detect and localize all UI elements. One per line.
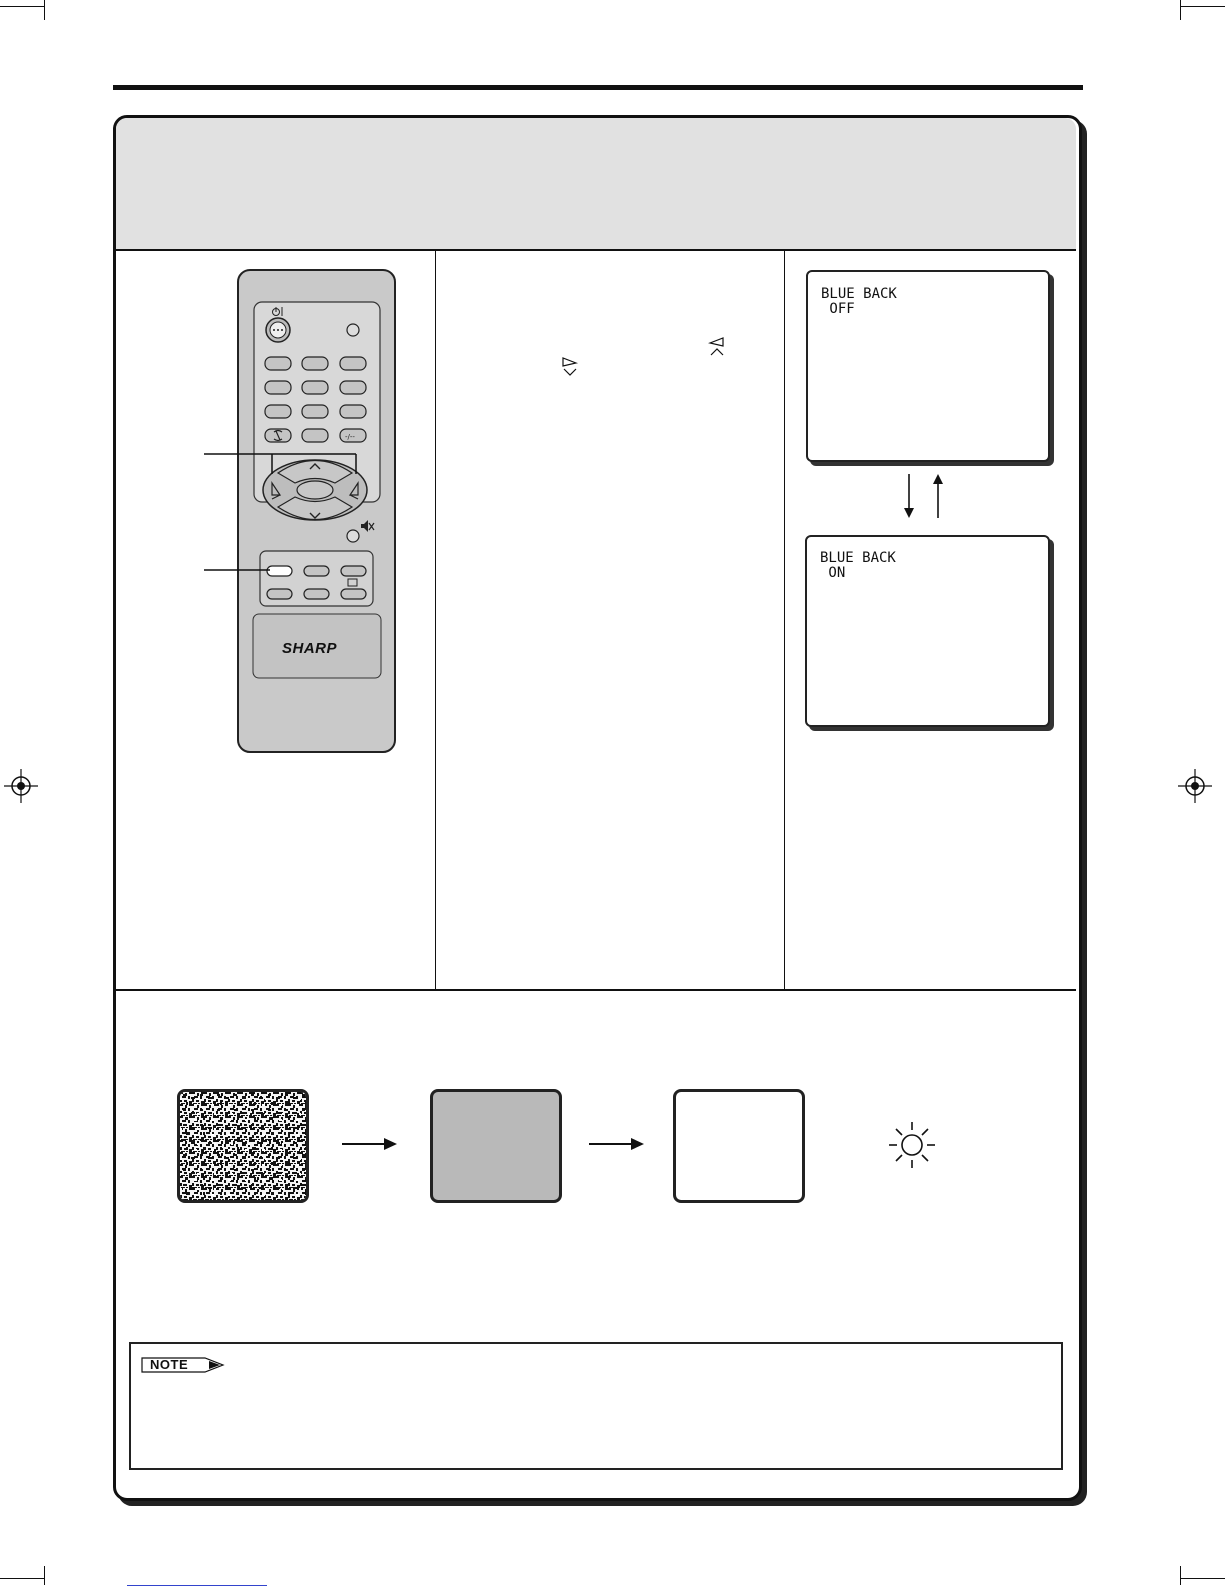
crop-mark xyxy=(0,6,45,7)
crop-mark xyxy=(44,0,45,20)
callout-leaders xyxy=(200,440,370,580)
osd-title: BLUE BACK xyxy=(821,286,897,302)
crop-mark xyxy=(1180,6,1225,7)
toggle-arrows xyxy=(898,470,950,522)
function-button[interactable] xyxy=(341,589,366,599)
section-divider xyxy=(116,989,1076,991)
function-button[interactable] xyxy=(267,589,292,599)
osd-screen-on xyxy=(805,535,1050,727)
crop-mark xyxy=(1180,0,1181,20)
column-divider xyxy=(435,250,436,990)
number-button[interactable] xyxy=(302,357,328,370)
osd-value: OFF xyxy=(821,301,855,317)
small-button[interactable] xyxy=(347,324,359,336)
grey-screen xyxy=(430,1089,562,1203)
number-button[interactable] xyxy=(340,381,366,394)
blank-screen xyxy=(673,1089,805,1203)
remote-brand: SHARP xyxy=(282,640,338,657)
registration-mark xyxy=(1178,769,1212,803)
power-button[interactable] xyxy=(266,318,290,342)
arrow-right xyxy=(342,1137,398,1151)
osd-title: BLUE BACK xyxy=(820,550,896,566)
volume-down-icon xyxy=(561,356,579,378)
sun-icon xyxy=(885,1120,939,1170)
number-button[interactable] xyxy=(265,357,291,370)
noise-screen xyxy=(177,1089,309,1203)
number-button[interactable] xyxy=(340,405,366,418)
crop-mark xyxy=(0,1578,45,1579)
number-button[interactable] xyxy=(265,405,291,418)
volume-up-icon xyxy=(708,336,726,358)
number-button[interactable] xyxy=(340,357,366,370)
arrow-right xyxy=(589,1137,645,1151)
note-label: NOTE xyxy=(150,1357,189,1372)
column-divider xyxy=(784,250,785,990)
crop-mark xyxy=(1180,1566,1181,1585)
number-button[interactable] xyxy=(302,405,328,418)
crop-mark xyxy=(44,1566,45,1585)
function-button[interactable] xyxy=(304,589,329,599)
number-button[interactable] xyxy=(265,381,291,394)
svg-text:-/--: -/-- xyxy=(345,433,355,441)
osd-screen-off xyxy=(806,270,1050,462)
note-box xyxy=(129,1342,1063,1470)
osd-value: ON xyxy=(820,565,846,581)
header-band xyxy=(116,118,1076,251)
header-rule xyxy=(113,85,1083,90)
number-button[interactable] xyxy=(302,381,328,394)
registration-mark xyxy=(4,769,38,803)
crop-mark xyxy=(1180,1578,1225,1579)
